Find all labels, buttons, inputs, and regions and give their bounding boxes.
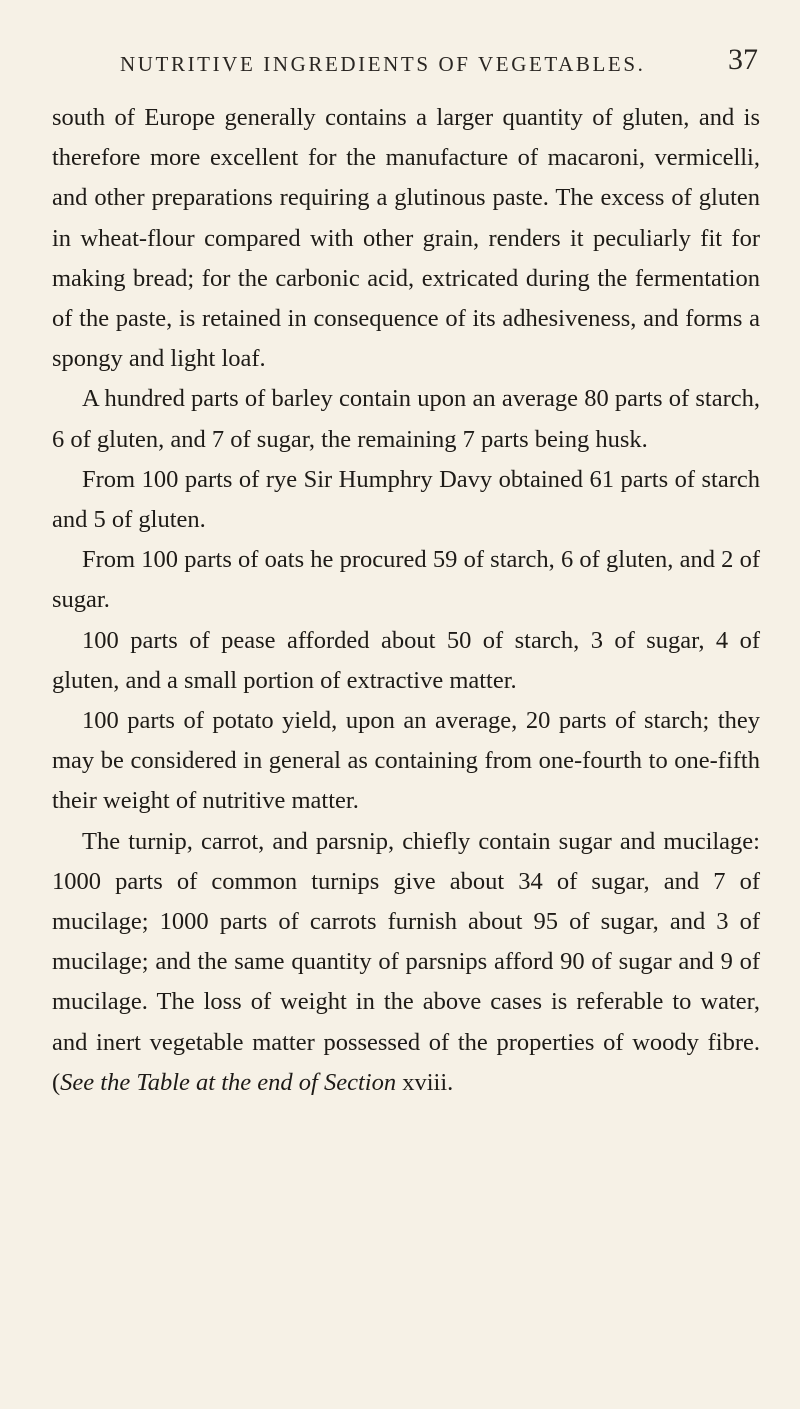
- running-head: NUTRITIVE INGREDIENTS OF VEGETABLES.: [120, 52, 646, 76]
- paragraph-rye: From 100 parts of rye Sir Humphry Davy obtained 61 parts of starch and 5 of gluten.: [52, 465, 760, 534]
- paragraph-potato: 100 parts of potato yield, upon an average, 20 parts of starch; they may be considered in general as containing from one-fourth to one-fifth their weight of nutritive matter.: [52, 707, 760, 815]
- paragraph-gluten: south of Europe generally contains a larger quantity of gluten, and is therefore more excellent for the manufacture of macaroni, vermicelli, and other preparations requiring a glutinous paste. The excess of gluten in wheat-flour compared with other grain, renders it peculiarly fit for making bread; for the carbonic acid, extricated during the fermentation of the paste, is retained in consequence of its adhesiveness, and forms a spongy and light loaf.: [52, 104, 760, 373]
- page-header: [52, 38, 760, 98]
- reference-section: Section: [323, 1068, 397, 1096]
- paragraph-pease: 100 parts of pease afforded about 50 of starch, 3 of sugar, 4 of gluten, and a small portion of extractive matter.: [52, 626, 760, 694]
- paragraph-roots: [52, 822, 760, 1103]
- paragraph-oats: From 100 parts of oats he procured 59 of starch, 6 of gluten, and 2 of sugar.: [52, 546, 760, 614]
- paragraph-roots-text: The turnip, carrot, and parsnip, chiefly contain sugar and mucilage: 1000 parts of common turnips give about 34 of sugar, and 7 of mucilage; 1000 parts of carrots furnish about 95 of sugar, and 3 of mucilage; and the same quantity of parsnips afford 90 of sugar and 9 of mucilage. The loss of weight in the above cases is referable to water, and inert vegetable matter possessed of the properties of woody fibre.: [52, 827, 760, 1056]
- body-text: [52, 98, 760, 1103]
- reference-number: xviii.: [402, 1068, 454, 1096]
- paragraph-barley: A hundred parts of barley contain upon an average 80 parts of starch, 6 of gluten, and 7 of sugar, the remaining 7 parts being husk.: [52, 385, 760, 453]
- reference-open-paren: (: [52, 1068, 61, 1096]
- reference-italic: See the Table at the end of: [60, 1068, 318, 1096]
- page-number: 37: [728, 43, 758, 76]
